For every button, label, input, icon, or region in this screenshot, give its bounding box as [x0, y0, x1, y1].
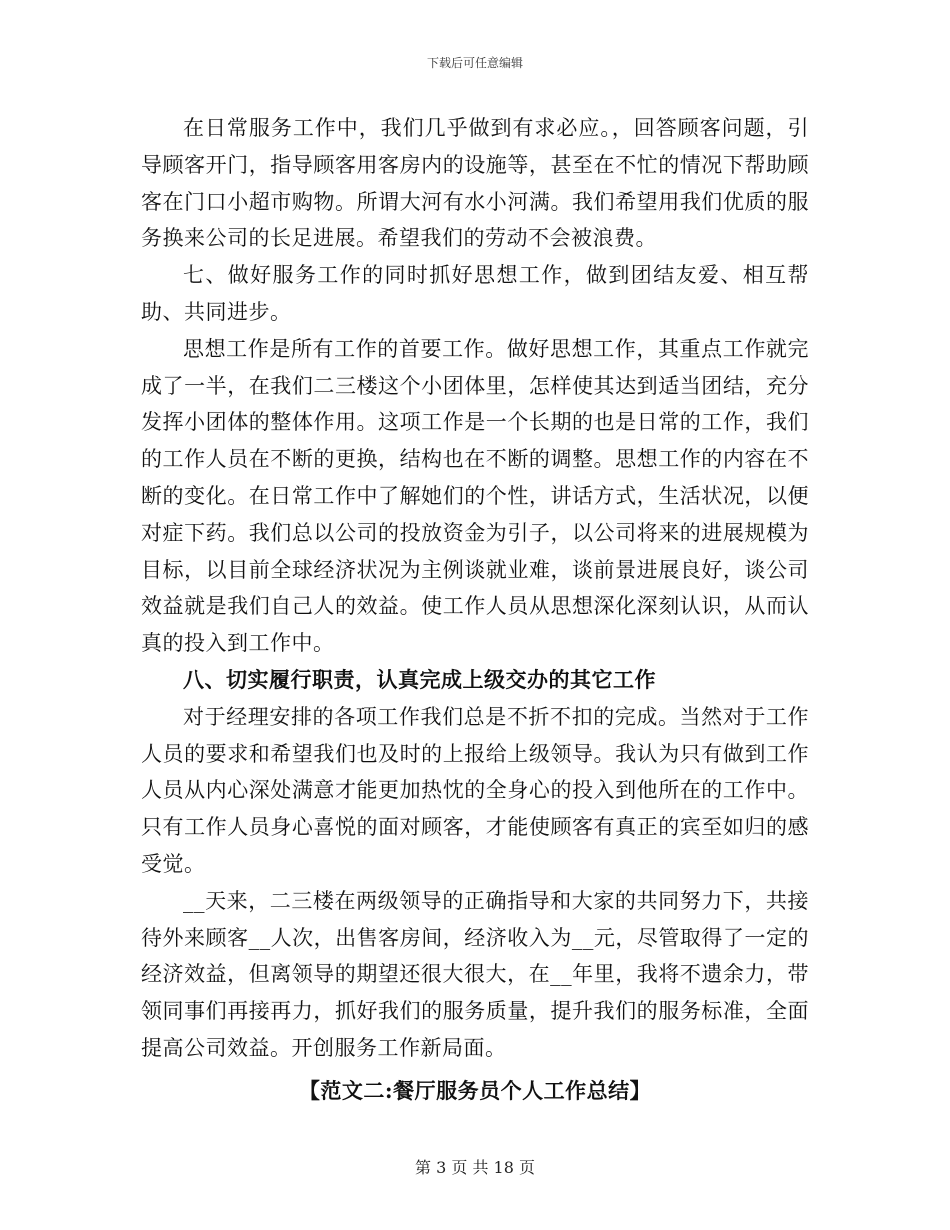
section-title-sample-two: 【范文二:餐厅服务员个人工作总结】	[298, 1077, 652, 1103]
section-heading-eight: 八、切实履行职责，认真完成上级交办的其它工作	[183, 666, 656, 692]
paragraph-summary: __天来，二三楼在两级领导的正确指导和大家的共同努力下，共接待外来顾客__人次，出售客房间，经济收入为__元，尽管取得了一定的经济效益，但离领导的期望还很大很大，在__年里，我将不遗余力，带领同事们再接再力，抓好我们的服务质量，提升我们的服务标准，全面提高公司效益。开创服务工作新局面。	[141, 888, 809, 1060]
paragraph-item-seven: 七、做好服务工作的同时抓好思想工作，做到团结友爱、相互帮助、共同进步。	[141, 263, 809, 324]
paragraph-duties: 对于经理安排的各项工作我们总是不折不扣的完成。当然对于工作人员的要求和希望我们也及时的上报给上级领导。我认为只有做到工作人员从内心深处满意才能更加热忱的全身心的投入到他所在的工作中。只有工作人员身心喜悦的面对顾客，才能使顾客有真正的宾至如归的感受觉。	[141, 704, 809, 876]
page-header: 下载后可任意编辑	[426, 56, 523, 70]
document-body	[141, 110, 809, 1110]
page-footer: 第 3 页 共 18 页	[415, 1158, 535, 1177]
paragraph-service: 在日常服务工作中，我们几乎做到有求必应。，回答顾客问题，引导顾客开门，指导顾客用客房内的设施等，甚至在不忙的情况下帮助顾客在门口小超市购物。所谓大河有水小河满。我们希望用我们优质的服务换来公司的长足进展。希望我们的劳动不会被浪费。	[141, 116, 809, 251]
paragraph-thought-work: 思想工作是所有工作的首要工作。做好思想工作，其重点工作就完成了一半，在我们二三楼这个小团体里，怎样使其达到适当团结，充分发挥小团体的整体作用。这项工作是一个长期的也是日常的工作，我们的工作人员在不断的更换，结构也在不断的调整。思想工作的内容在不断的变化。在日常工作中了解她们的个性，讲话方式，生活状况，以便对症下药。我们总以公司的投放资金为引子，以公司将来的进展规模为目标，以目前全球经济状况为主例谈就业难，谈前景进展良好，谈公司效益就是我们自己人的效益。使工作人员从思想深化深刻认识，从而认真的投入到工作中。	[141, 336, 809, 656]
